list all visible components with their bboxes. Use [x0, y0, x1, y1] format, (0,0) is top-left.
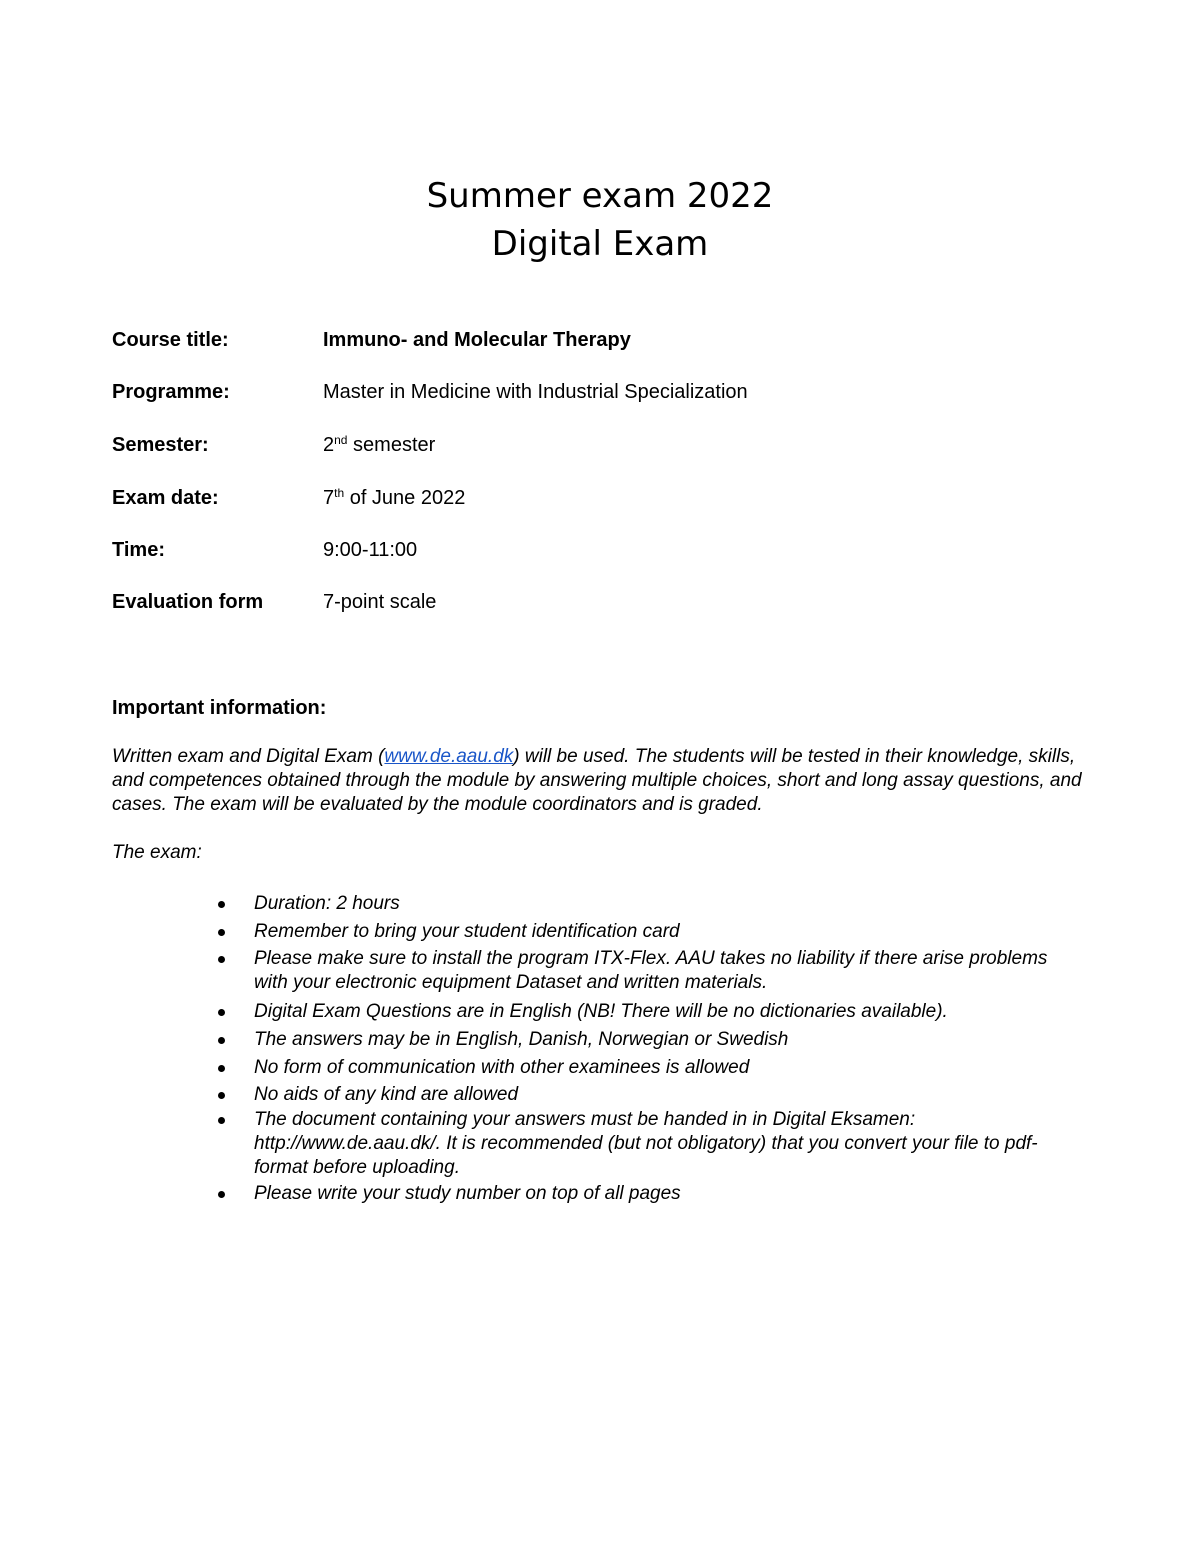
- important-heading: Important information:: [112, 697, 327, 719]
- info-value-rest: of June 2022: [344, 487, 466, 509]
- bullet-item: [254, 920, 1084, 944]
- bullet-text: No aids of any kind are allowed: [254, 1084, 519, 1105]
- info-value-number: 2: [323, 434, 335, 456]
- bullet-text: Duration: 2 hours: [254, 893, 400, 914]
- info-value-rest: semester: [347, 434, 436, 456]
- bullet-item: [254, 1182, 1084, 1206]
- title-line-2: Digital Exam: [491, 224, 709, 264]
- bullet-text: The document containing your answers must be handed in in Digital Eksamen: http://www.de.aau.dk/. It is recommended (but not obligatory) that you convert your file to pdf-format before uploading.: [254, 1109, 1038, 1178]
- bullet-dot-icon: [218, 1092, 225, 1099]
- bullet-text: Please write your study number on top of all pages: [254, 1183, 681, 1204]
- bullet-text: Please make sure to install the program ITX-Flex. AAU takes no liability if there arise problems with your electronic equipment Dataset and written materials.: [254, 948, 1048, 993]
- bullet-item: [254, 1108, 1084, 1180]
- bullet-item: [254, 892, 1084, 916]
- bullet-text: Digital Exam Questions are in English (NB! There will be no dictionaries available).: [254, 1001, 948, 1022]
- paragraph-text-after: ) will be used. The students will be tested in their knowledge, skills, and competences obtained through the module by answering multiple choices, short and long assay questions, and cases. The exam will be evaluated by the module coordinators and is graded.: [112, 746, 1082, 815]
- bullet-dot-icon: [218, 1065, 225, 1072]
- info-value-superscript: nd: [334, 433, 348, 447]
- info-value: 7-point scale: [323, 591, 437, 613]
- info-label: Course title:: [112, 329, 229, 351]
- bullet-text: Remember to bring your student identification card: [254, 921, 680, 942]
- info-value-number: 7: [323, 487, 335, 509]
- de-aau-link[interactable]: www.de.aau.dk: [384, 746, 514, 767]
- bullet-dot-icon: [218, 1009, 225, 1016]
- info-value-superscript: th: [334, 486, 345, 500]
- info-value: [323, 431, 435, 459]
- info-value: [323, 484, 465, 512]
- bullet-dot-icon: [218, 1191, 225, 1198]
- exam-heading: The exam:: [112, 842, 202, 863]
- bullet-item: [254, 1028, 1084, 1052]
- bullet-item: [254, 1056, 1084, 1080]
- bullet-dot-icon: [218, 1037, 225, 1044]
- info-label: Programme:: [112, 381, 230, 403]
- title-line-1: Summer exam 2022: [426, 176, 774, 216]
- info-label: Semester:: [112, 434, 209, 456]
- info-value: Master in Medicine with Industrial Specialization: [323, 381, 748, 403]
- bullet-item: [254, 1083, 1084, 1107]
- bullet-dot-icon: [218, 1117, 225, 1124]
- bullet-text: The answers may be in English, Danish, Norwegian or Swedish: [254, 1029, 789, 1050]
- info-label: Evaluation form: [112, 591, 264, 613]
- bullet-text: No form of communication with other examinees is allowed: [254, 1057, 750, 1078]
- bullet-dot-icon: [218, 901, 225, 908]
- info-value: 9:00-11:00: [323, 539, 418, 561]
- info-value: Immuno- and Molecular Therapy: [323, 329, 631, 351]
- info-label: Exam date:: [112, 487, 219, 509]
- important-paragraph: [112, 745, 1102, 817]
- bullet-item: [254, 947, 1084, 995]
- bullet-dot-icon: [218, 929, 225, 936]
- bullet-dot-icon: [218, 956, 225, 963]
- paragraph-text-before: Written exam and Digital Exam (: [112, 746, 385, 767]
- info-label: Time:: [112, 539, 165, 561]
- bullet-item: [254, 1000, 1084, 1024]
